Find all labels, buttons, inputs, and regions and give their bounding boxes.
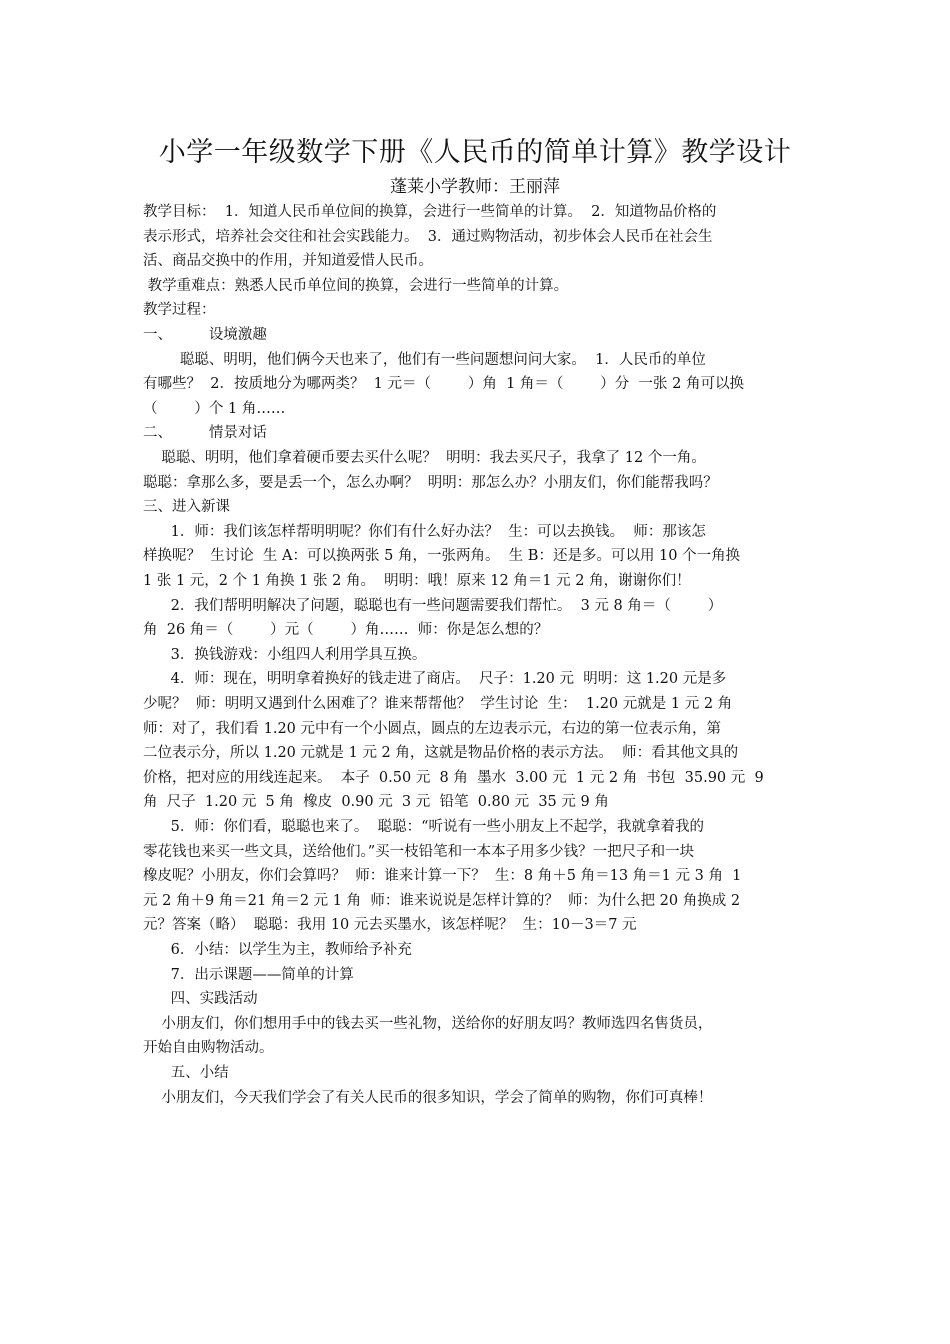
body-line: 元？答案（略） 聪聪：我用 10 元去买墨水，该怎样呢？ 生：10－3＝7 元 <box>143 917 637 934</box>
body-line: 聪聪：拿那么多，要是丢一个，怎么办啊？ 明明：那怎么办？小朋友们，你们能帮我吗？ <box>143 474 718 491</box>
body-line: 1．师：我们该怎样帮明明呢？你们有什么好办法？ 生：可以去换钱。 师：那该怎 <box>143 523 706 540</box>
body-line: 一、 设境激趣 <box>143 327 267 343</box>
body-line: 小朋友们，今天我们学会了有关人民币的很多知识，学会了简单的购物，你们可真棒！ <box>143 1089 713 1106</box>
body-line: 聪聪、明明，他们拿着硬币要去买什么呢？ 明明：我去买尺子，我拿了 12 个一角。 <box>143 450 706 466</box>
body-line: 5．师：你们看，聪聪也来了。 聪聪：“听说有一些小朋友上不起学，我就拿着我的 <box>143 819 705 835</box>
body-line: 4．师：现在，明明拿着换好的钱走进了商店。 尺子：1.20 元 明明：这 1.20 元是多 <box>143 671 727 688</box>
body-line: 表示形式，培养社会交往和社会实践能力。 3．通过购物活动，初步体会人民币在社会生 <box>143 228 713 245</box>
body-line: 橡皮呢？小朋友，你们会算吗？ 师：谁来计算一下？ 生：8 角＋5 角＝13 角＝1 元 3 角 1 <box>143 868 742 885</box>
body-line: 6．小结：以学生为主，教师给予补充 <box>143 942 412 958</box>
body-line: 教学重难点：熟悉人民币单位间的换算，会进行一些简单的计算。 <box>143 277 569 294</box>
body-line: 角 尺子 1.20 元 5 角 橡皮 0.90 元 3 元 铅笔 0.80 元 35 元 9 角 <box>143 794 609 811</box>
document-author: 蓬莱小学教师：王丽萍 <box>390 177 560 197</box>
body-line: 少呢？ 师：明明又遇到什么困难了？谁来帮帮他？ 学生讨论 生： 1.20 元就是 1 元 2 角 <box>143 696 733 712</box>
body-line: 师：对了，我们看 1.20 元中有一个小圆点，圆点的左边表示元，右边的第一位表示角，第 <box>143 720 721 737</box>
body-line: 有哪些？ 2．按质地分为哪两类？ 1 元＝（ ）角 1 角＝（ ）分 一张 2 角可以换 <box>143 376 744 393</box>
body-line: 开始自由购物活动。 <box>143 1040 274 1057</box>
body-line: 聪聪、明明，他们俩今天也来了，他们有一些问题想问问大家。 1．人民币的单位 <box>143 351 706 368</box>
body-line: 样换呢？ 生讨论 生 A：可以换两张 5 角，一张两角。 生 B：还是多。可以用 10 个一角换 <box>143 548 741 565</box>
body-line: 零花钱也来买一些文具，送给他们。”买一枝铅笔和一本本子用多少钱？一把尺子和一块 <box>143 843 695 860</box>
body-line: 小朋友们，你们想用手中的钱去买一些礼物，送给你的好朋友吗？教师选四名售货员， <box>143 1015 713 1032</box>
body-line: 7．出示课题——简单的计算 <box>143 966 354 983</box>
body-line: 二、 情景对话 <box>143 425 267 442</box>
body-line: 五、小结 <box>143 1065 229 1081</box>
body-line: （ ）个 1 角…… <box>143 400 286 417</box>
body-line: 二位表示分，所以 1.20 元就是 1 元 2 角，这就是物品价格的表示方法。 师：看其他文具的 <box>143 745 739 762</box>
document-title: 小学一年级数学下册《人民币的简单计算》教学设计 <box>158 137 792 168</box>
body-line: 教学目标： 1．知道人民币单位间的换算，会进行一些简单的计算。 2．知道物品价格的 <box>143 204 717 220</box>
body-line: 活、商品交换中的作用，并知道爱惜人民币。 <box>143 253 433 270</box>
body-line: 3．换钱游戏：小组四人利用学具互换。 <box>143 646 427 663</box>
body-line: 1 张 1 元，2 个 1 角换 1 张 2 角。 明明：哦！原来 12 角＝1 元 2 角，谢谢你们！ <box>143 573 691 589</box>
body-line: 价格，把对应的用线连起来。 本子 0.50 元 8 角 墨水 3.00 元 1 元 2 角 书包 35.90 元 9 <box>143 769 764 786</box>
body-line: 元 2 角＋9 角＝21 角＝2 元 1 角 师：谁来说说是怎样计算的？ 师：为什么把 20 角换成 2 <box>143 892 741 909</box>
body-line: 教学过程： <box>143 302 216 319</box>
body-line: 2．我们帮明明解决了问题，聪聪也有一些问题需要我们帮忙。 3 元 8 角＝（ ） <box>143 597 723 614</box>
body-line: 角 26 角＝（ ）元（ ）角…… 师：你是怎么想的？ <box>143 622 549 639</box>
body-line: 四、实践活动 <box>143 991 258 1008</box>
body-line: 三、进入新课 <box>143 499 230 516</box>
